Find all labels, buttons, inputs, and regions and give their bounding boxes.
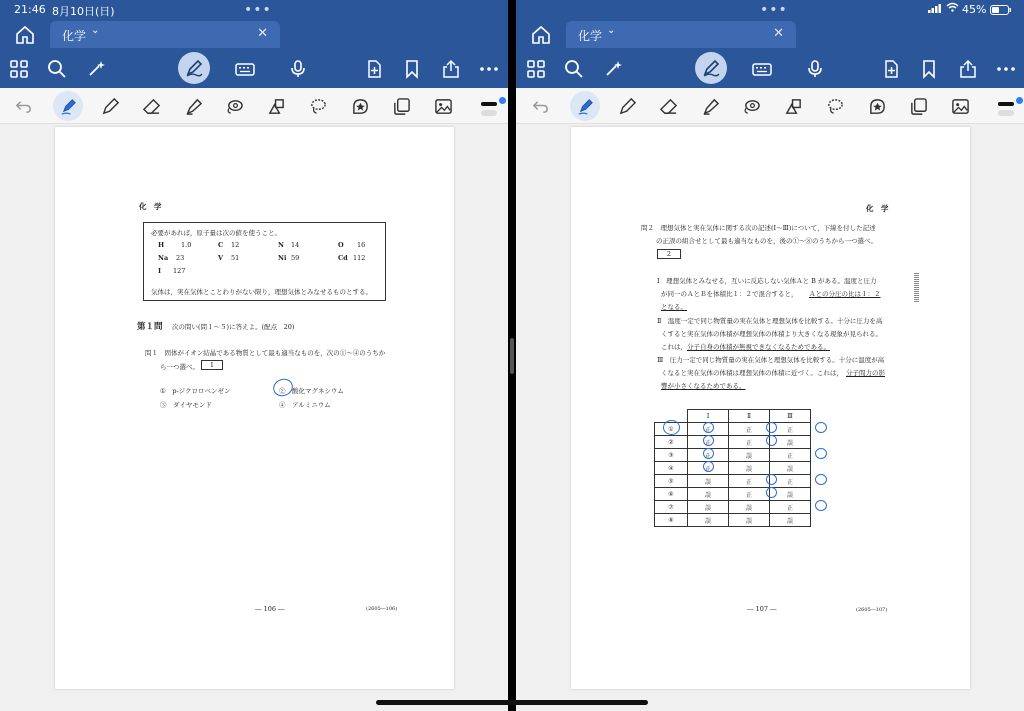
page-number: ― 107 ― [747,605,777,613]
table-cell: 誤 [688,488,729,501]
left-pane [0,0,508,711]
table-cell: ③ [655,449,688,462]
table-cell: 誤 [729,501,770,514]
atom-value: 59 [291,254,300,262]
stroke-thickness-selected[interactable] [481,102,497,106]
atom-symbol: I [158,267,162,275]
table-cell: ⑦ [655,501,688,514]
table-row [655,449,811,462]
table-cell: 誤 [729,514,770,527]
statement-2: くすると実在気体の体積が理想気体の体積より大きくなる現象が見られる。 [661,330,882,338]
chevron-down-icon[interactable]: ⌄ [607,25,616,36]
table-cell: 正 [770,501,811,514]
ink-circle-annotation [703,422,714,433]
subject-header: 化 学 [866,204,889,213]
pen-icon[interactable] [695,52,727,84]
more-icon[interactable] [994,57,1018,81]
highlighter-icon[interactable] [699,95,721,117]
ink-circle-annotation [815,422,827,433]
statement-3: くなると実在気体の体積は理想気体の体積に近づく。これは， [661,369,843,377]
eraser-icon[interactable] [657,95,679,117]
atom-value: 14 [291,241,300,249]
table-header-cell: Ⅱ [729,410,770,423]
status-date: 8月10日(日) [52,5,115,18]
microphone-icon[interactable] [803,57,827,81]
home-icon[interactable] [530,25,552,45]
atom-value: 127 [173,267,186,275]
table-cell: 正 [770,423,811,436]
question-title: 第１問 [137,322,163,332]
sticker-icon[interactable] [349,95,371,117]
scan-mark [914,273,919,303]
lasso-icon[interactable] [223,95,245,117]
atom-value: 12 [231,241,240,249]
atom-symbol: V [218,254,224,262]
q2-text: 問２ 理想気体と実在気体に関する次の記述(Ⅰ～Ⅲ)について，下線を付した記述 [641,224,876,232]
pencil-icon[interactable] [99,95,121,117]
grid-icon[interactable] [7,57,31,81]
q1-text: ら一つ選べ。 [160,363,199,371]
table-cell: 正 [688,436,729,449]
ink-circle-annotation [766,435,777,446]
close-icon[interactable]: ✕ [257,26,268,41]
statement-3-underline: 分子間力の影 [846,369,885,377]
split-view-handle[interactable] [510,338,514,374]
table-cell: ⑥ [655,488,688,501]
table-cell: ⑧ [655,514,688,527]
table-cell: 正 [770,475,811,488]
battery-percent: 45% [962,3,987,16]
search-icon[interactable] [562,57,586,81]
multitask-dots[interactable]: ••• [760,2,788,18]
statement-3: 響が小さくなるためである。 [661,382,746,390]
table-row [655,436,811,449]
atom-symbol: Na [158,254,169,262]
lasso-icon[interactable] [740,95,762,117]
atom-symbol: C [218,241,224,249]
document-page-106[interactable] [55,127,454,689]
more-icon[interactable] [477,57,501,81]
q2-text: の正誤の組合せとして最も適当なものを，後の①～⑧のうちから一つ選べ。 [656,237,877,245]
stroke-thickness-selected[interactable] [998,102,1014,106]
document-page-107[interactable] [571,127,970,689]
choice-3: ③ ダイヤモンド [160,401,212,409]
right-pane [516,0,1024,711]
close-icon[interactable]: ✕ [773,26,784,41]
chevron-down-icon[interactable]: ⌄ [91,25,100,36]
draw-toolbar [516,88,1024,124]
table-cell: ④ [655,462,688,475]
ink-circle-annotation [766,474,777,485]
ink-circle-annotation [815,474,827,485]
statement-2: Ⅱ 温度一定で同じ物質量の実在気体と理想気体を比較する。十分に圧力を高 [657,317,883,325]
atom-value: 16 [357,241,366,249]
ink-circle-annotation [703,435,714,446]
ink-circle-annotation [815,500,827,511]
draw-toolbar [0,88,508,124]
subject-header: 化 学 [139,202,162,211]
lasso-select-icon[interactable] [824,95,846,117]
share-icon[interactable] [956,57,980,81]
tab-title: 化学 [62,29,87,43]
atom-symbol: N [278,241,284,249]
grid-icon[interactable] [524,57,548,81]
table-cell: 正 [688,423,729,436]
pages-icon[interactable] [907,95,929,117]
table-cell: 誤 [688,501,729,514]
wifi-icon [946,2,959,15]
stroke-thickness-option[interactable] [481,110,497,116]
document-tab[interactable] [566,21,796,48]
color-indicator[interactable] [1016,97,1023,104]
add-page-icon[interactable] [362,57,386,81]
table-cell: 正 [729,488,770,501]
page-code: (2605―106) [366,606,398,612]
gas-note: 気体は，実在気体とことわりがない限り，理想気体とみなせるものとする。 [151,288,372,296]
statement-1: Ⅰ 理想気体とみなせる，互いに反応しない気体Ａと B がある。温度と圧力 [657,277,877,285]
table-cell: 正 [729,436,770,449]
atom-value: 112 [353,254,366,262]
status-time: 21:46 [14,3,46,16]
table-cell: ⑤ [655,475,688,488]
table-cell: 誤 [688,514,729,527]
table-cell: 正 [729,475,770,488]
table-row [655,462,811,475]
ribbon [516,0,1024,88]
table-row [655,475,811,488]
ink-circle-annotation [703,461,714,472]
atom-symbol: O [338,241,344,249]
home-indicator[interactable] [376,700,648,705]
table-cell: 誤 [770,514,811,527]
pencil-icon[interactable] [616,95,638,117]
statement-3: Ⅲ 圧力一定で同じ物質量の実在気体と理想気体を比較する。十分に温度が高 [657,356,885,364]
image-icon[interactable] [432,95,454,117]
undo-icon[interactable] [12,95,34,117]
answer-box-1[interactable]: 1 [201,360,223,370]
pen-icon[interactable] [178,52,210,84]
table-cell: 誤 [770,436,811,449]
multitask-dots[interactable]: ••• [244,2,272,18]
ink-circle-annotation [815,448,827,459]
table-cell: 正 [688,462,729,475]
atom-symbol: Cd [338,254,348,262]
sticker-icon[interactable] [866,95,888,117]
undo-icon[interactable] [529,95,551,117]
keyboard-icon[interactable] [233,57,257,81]
bookmark-icon[interactable] [400,57,424,81]
stroke-thickness-option[interactable] [998,110,1014,116]
choice-2: ② 酸化マグネシウム [279,387,344,395]
table-cell: 正 [770,449,811,462]
table-cell: ① [655,423,688,436]
page-number: ― 106 ― [255,605,285,613]
atom-symbol: H [158,241,165,249]
table-header-cell: Ⅰ [688,410,729,423]
statement-1: が同一のＡとＢを体積比１：２で混合すると， [661,290,798,298]
image-icon[interactable] [949,95,971,117]
statement-1: となる。 [661,303,687,311]
eraser-icon[interactable] [140,95,162,117]
keyboard-icon[interactable] [750,57,774,81]
ink-circle-annotation [703,448,714,459]
table-cell: 正 [688,449,729,462]
table-row [655,501,811,514]
atom-value: 23 [176,254,185,262]
ink-circle-annotation [663,420,680,435]
table-row [655,488,811,501]
ink-circle-annotation [271,376,296,399]
table-cell: 誤 [770,488,811,501]
pages-icon[interactable] [390,95,412,117]
question-subtitle: 次の問い(問１～５)に答えよ。(配点 20) [172,323,295,331]
atomic-note: 必要があれば，原子量は次の値を使うこと。 [151,229,281,237]
bookmark-icon[interactable] [917,57,941,81]
q1-text: 問１ 固体がイオン結晶である物質として最も適当なものを，次の①～④のうちか [145,349,386,357]
add-page-icon[interactable] [879,57,903,81]
table-cell: 誤 [688,475,729,488]
table-cell: 正 [729,423,770,436]
shapes-icon[interactable] [782,95,804,117]
ink-circle-annotation [766,422,777,433]
choice-4: ④ アルミニウム [279,401,331,409]
signal-icon [928,3,942,16]
atom-value: 51 [231,254,240,262]
statement-1-underline: Ａとの分圧の比は１：２ [809,290,881,298]
copilot-icon[interactable] [601,57,625,81]
table-row [655,514,811,527]
lasso-select-icon[interactable] [307,95,329,117]
statement-2: これは， [661,343,687,351]
table-header-row [655,410,811,423]
statement-2-underline: 分子自身の体積が無視できなくなるためである。 [687,343,830,351]
table-cell: 誤 [770,462,811,475]
table-header-cell: Ⅲ [770,410,811,423]
ballpoint-pen-icon[interactable] [570,91,600,121]
color-indicator[interactable] [499,97,506,104]
ballpoint-pen-icon[interactable] [53,91,83,121]
table-cell: ② [655,436,688,449]
choice-1: ① p-ジクロロベンゼン [160,387,231,395]
ribbon [0,0,508,88]
page-code: (2605―107) [856,607,888,613]
table-cell: 誤 [729,449,770,462]
share-icon[interactable] [439,57,463,81]
document-tab[interactable] [50,21,280,48]
ink-circle-annotation [766,487,777,498]
shapes-icon[interactable] [265,95,287,117]
atom-value: 1.0 [181,241,192,249]
search-icon[interactable] [45,57,69,81]
table-cell: 誤 [729,462,770,475]
copilot-icon[interactable] [84,57,108,81]
highlighter-icon[interactable] [182,95,204,117]
home-icon[interactable] [14,25,36,45]
tab-title: 化学 [578,29,603,43]
answer-box-2[interactable]: 2 [657,249,681,259]
atom-symbol: Ni [278,254,287,262]
microphone-icon[interactable] [286,57,310,81]
battery-icon [990,5,1012,18]
